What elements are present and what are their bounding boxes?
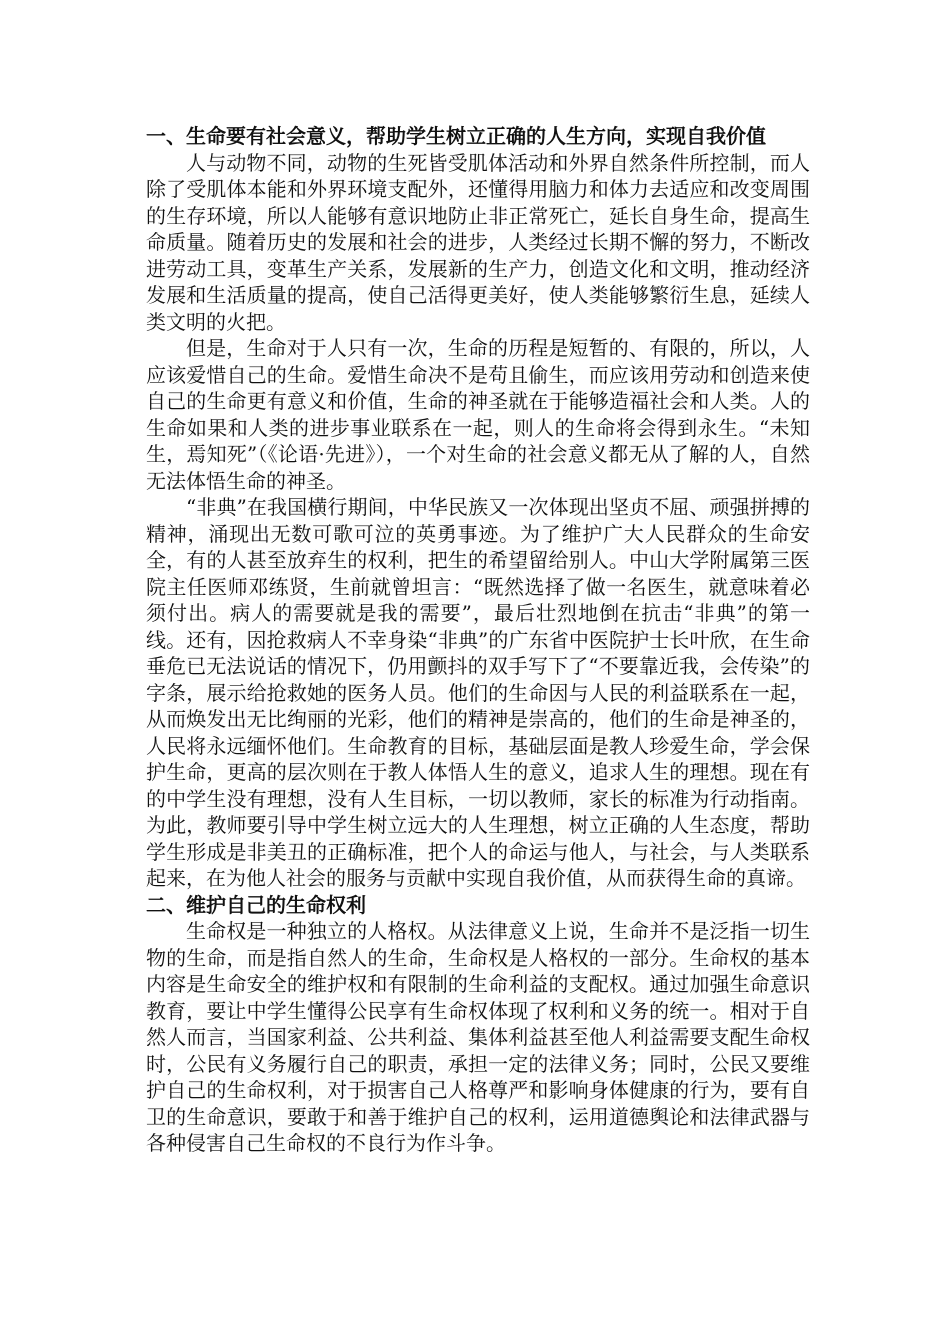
section-1-paragraph-2: 但是，生命对于人只有一次，生命的历程是短暂的、有限的，所以，人应该爱惜自己的生命。爱惜生命决不是苟且偷生，而应该用劳动和创造来使自己的生命更有意义和价值，生命的神圣就在于能够造福社会和人类。人的生命如果和人类的进步事业联系在一起，则人的生命将会得到永生。“未知生，焉知死”（《论语·先进》），一个对生命的社会意义都无从了解的人，自然无法体悟生命的神圣。 — [146, 336, 810, 493]
section-heading-1: 一、生命要有社会意义，帮助学生树立正确的人生方向，实现自我价值 — [146, 124, 766, 148]
section-1-paragraph-3: “非典”在我国横行期间，中华民族又一次体现出坚贞不屈、顽强拼搏的精神，涌现出无数可歌可泣的英勇事迹。为了维护广大人民群众的生命安全，有的人甚至放弃生的权利，把生的希望留给别人。中山大学附属第三医院主任医师邓练贤，生前就曾坦言：“既然选择了做一名医生，就意味着必须付出。病人的需要就是我的需要”，最后壮烈地倒在抗击“非典”的第一线。还有，因抢救病人不幸身染“非典”的广东省中医院护士长叶欣，在生命垂危已无法说话的情况下，仍用颤抖的双手写下了“不要靠近我，会传染”的字条，展示给抢救她的医务人员。他们的生命因与人民的利益联系在一起，从而焕发出无比绚丽的光彩，他们的精神是崇高的，他们的生命是神圣的，人民将永远缅怀他们。生命教育的目标，基础层面是教人珍爱生命，学会保护生命，更高的层次则在于教人体悟人生的意义，追求人生的理想。现在有的中学生没有理想，没有人生目标，一切以教师，家长的标准为行动指南。为此，教师要引导中学生树立远大的人生理想，树立正确的人生态度，帮助学生形成是非美丑的正确标准，把个人的命运与他人，与社会，与人类联系起来，在为他人社会的服务与贡献中实现自我价值，从而获得生命的真谛。 — [146, 495, 810, 890]
document-page — [146, 123, 810, 1157]
section-2-paragraph-1: 生命权是一种独立的人格权。从法律意义上说，生命并不是泛指一切生物的生命，而是指自然人的生命，生命权是人格权的一部分。生命权的基本内容是生命安全的维护权和有限制的生命利益的支配权。通过加强生命意识教育，要让中学生懂得公民享有生命权体现了权利和义务的统一。相对于自然人而言，当国家利益、公共利益、集体利益甚至他人利益需要支配生命权时，公民有义务履行自己的职责，承担一定的法律义务；同时，公民又要维护自己的生命权利，对于损害自己人格尊严和影响身体健康的行为，要有自卫的生命意识，要敢于和善于维护自己的权利，运用道德舆论和法律武器与各种侵害自己生命权的不良行为作斗争。 — [146, 919, 810, 1155]
section-heading-2: 二、维护自己的生命权利 — [146, 892, 366, 917]
section-1-paragraph-1: 人与动物不同，动物的生死皆受肌体活动和外界自然条件所控制，而人除了受肌体本能和外界环境支配外，还懂得用脑力和体力去适应和改变周围的生存环境，所以人能够有意识地防止非正常死亡，延长自身生命，提高生命质量。随着历史的发展和社会的进步，人类经过长期不懈的努力，不断改进劳动工具，变革生产关系，发展新的生产力，创造文化和文明，推动经济发展和生活质量的提高，使自己活得更美好，使人类能够繁衍生息，延续人类文明的火把。 — [146, 150, 810, 334]
